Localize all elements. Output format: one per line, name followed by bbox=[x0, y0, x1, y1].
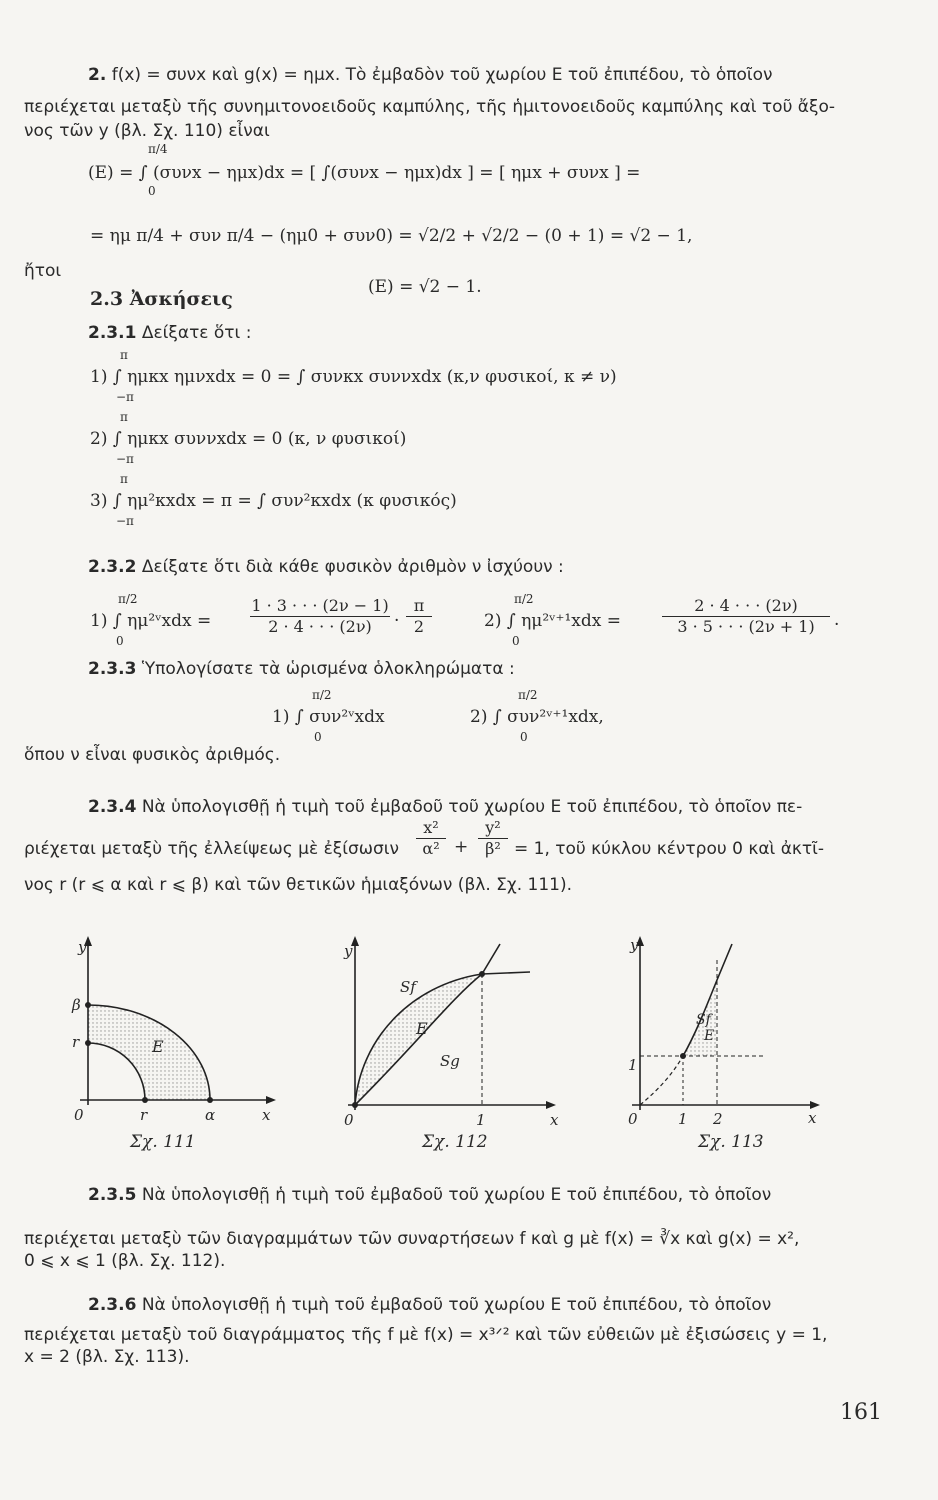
fig111-point-beta bbox=[85, 1002, 91, 1008]
fig112-label-o: 0 bbox=[344, 1111, 354, 1129]
ex232-f1-pi-num: π bbox=[413, 596, 425, 615]
ex232-f1-dot: · bbox=[394, 611, 400, 631]
ex231-lim-up-3: π bbox=[120, 472, 128, 486]
fig111-x-arrow bbox=[266, 1096, 276, 1104]
ex231-item1: 1) ∫ ημκx ημνxdx = 0 = ∫ συνκx συννxdx (κ,ν φυσικοί, κ ≠ ν) bbox=[90, 367, 617, 387]
ex233-i1: 1) ∫ συν²ᵛxdx bbox=[272, 707, 385, 727]
fig113-label-y: y bbox=[630, 936, 639, 954]
ex233-number: 2.3.3 bbox=[88, 659, 137, 679]
ex233-where: ὅπου ν εἶναι φυσικὸς ἀριθμός. bbox=[24, 745, 281, 765]
ex234-plus: + bbox=[454, 837, 469, 857]
ex231-header bbox=[88, 322, 251, 344]
ex235-line3: 0 ⩽ x ⩽ 1 (βλ. Σχ. 112). bbox=[24, 1251, 226, 1271]
ex231-lim-low-3: −π bbox=[116, 514, 134, 528]
ex235-line2: περιέχεται μεταξὺ τῶν διαγραμμάτων τῶν συναρτήσεων f καὶ g μὲ f(x) = ∛x καὶ g(x) = x², bbox=[24, 1229, 800, 1249]
ex236-line2: περιέχεται μεταξὺ τοῦ διαγράμματος τῆς f μὲ f(x) = x³ᐟ² καὶ τῶν εὐθειῶν μὲ ἐξισώσεις y = 1, bbox=[24, 1325, 828, 1345]
ex233-i2: 2) ∫ συν²ᵛ⁺¹xdx, bbox=[470, 707, 604, 727]
ex234-a2: α² bbox=[416, 838, 446, 859]
calc-upper-limit: π/4 bbox=[148, 142, 168, 156]
fig111-point-r bbox=[85, 1040, 91, 1046]
calc-result: (E) = √2 − 1. bbox=[368, 277, 482, 297]
ex234-line2b: = 1, τοῦ κύκλου κέντρου 0 καὶ ἀκτῖ- bbox=[514, 839, 825, 859]
fig113-label-two-x: 2 bbox=[713, 1110, 723, 1128]
ex231-item3: 3) ∫ ημ²κxdx = π = ∫ συν²κxdx (κ φυσικός) bbox=[90, 491, 457, 511]
ex232-f2-fraction bbox=[662, 596, 830, 637]
ex234-x2: x² bbox=[423, 818, 439, 837]
fig112-label-sg: Sg bbox=[440, 1052, 460, 1070]
fig112-point-intersection bbox=[479, 971, 485, 977]
calc-eq1: (E) = ∫ (συνx − ημx)dx = [ ∫(συνx − ημx)dx ] = [ ημx + συνx ] = bbox=[88, 163, 641, 183]
fig112-label-e: E bbox=[416, 1019, 428, 1038]
ex231-lim-up-2: π bbox=[120, 410, 128, 424]
fig113-label-sf: Sf bbox=[696, 1012, 711, 1028]
ex234-x-fraction bbox=[416, 818, 446, 859]
calc-etoi: ἤτοι bbox=[24, 261, 62, 281]
ex231-lim-low-2: −π bbox=[116, 452, 134, 466]
ex232-f2-den: 3 · 5 · · · (2ν + 1) bbox=[662, 616, 830, 637]
figure-112 bbox=[330, 930, 570, 1130]
fig112-point-origin bbox=[352, 1102, 358, 1108]
fig111-label-o: 0 bbox=[74, 1106, 84, 1124]
ex232-f2-dot: · bbox=[834, 615, 840, 635]
ex234-line1: Νὰ ὑπολογισθῇ ἡ τιμὴ τοῦ ἐμβαδοῦ τοῦ χωρίου E τοῦ ἐπιπέδου, τὸ ὁποῖον πε- bbox=[141, 797, 803, 817]
ex232-header bbox=[88, 556, 564, 578]
ex233-lim-low-2: 0 bbox=[520, 730, 528, 744]
fig113-label-one-x: 1 bbox=[678, 1110, 688, 1128]
fig112-label-one: 1 bbox=[476, 1111, 486, 1129]
fig111-point-r-axis bbox=[142, 1097, 148, 1103]
ex231-lim-up-1: π bbox=[120, 348, 128, 362]
item2-line2: περιέχεται μεταξὺ τῆς συνημιτονοειδοῦς καμπύλης, τῆς ἡμιτονοειδοῦς καμπύλης καὶ τοῦ ἄξο- bbox=[24, 97, 836, 117]
fig113-curve-dashed bbox=[640, 1056, 683, 1105]
ex232-f1-left: 1) ∫ ημ²ᵛxdx = bbox=[90, 611, 212, 631]
ex232-lim-low-2: 0 bbox=[512, 634, 520, 648]
ex232-f2-left: 2) ∫ ημ²ᵛ⁺¹xdx = bbox=[484, 611, 621, 631]
ex235-number: 2.3.5 bbox=[88, 1185, 137, 1205]
fig111-region bbox=[88, 1005, 210, 1100]
ex234-line1-row bbox=[88, 796, 802, 818]
ex235-line1: Νὰ ὑπολογισθῇ ἡ τιμὴ τοῦ ἐμβαδοῦ τοῦ χωρίου E τοῦ ἐπιπέδου, τὸ ὁποῖον bbox=[141, 1185, 772, 1205]
ex236-number: 2.3.6 bbox=[88, 1295, 137, 1315]
ex234-y2: y² bbox=[485, 818, 501, 837]
ex232-pi-fraction bbox=[406, 596, 432, 637]
fig111-label-r-axis: r bbox=[140, 1106, 148, 1124]
ex231-item2: 2) ∫ ημκx συννxdx = 0 (κ, ν φυσικοί) bbox=[90, 429, 407, 449]
section-title: Ἀσκήσεις bbox=[129, 288, 233, 310]
fig113-label-e: E bbox=[704, 1028, 715, 1044]
ex232-number: 2.3.2 bbox=[88, 557, 137, 577]
figure-113 bbox=[610, 930, 840, 1130]
fig112-caption: Σχ. 112 bbox=[422, 1132, 488, 1152]
ex236-line1-row bbox=[88, 1294, 771, 1316]
fig113-label-o: 0 bbox=[628, 1110, 638, 1128]
ex233-header bbox=[88, 658, 515, 680]
figure-111 bbox=[60, 930, 290, 1130]
ex233-lim-low-1: 0 bbox=[314, 730, 322, 744]
fig111-point-a bbox=[207, 1097, 213, 1103]
ex233-lim-up-1: π/2 bbox=[312, 688, 332, 702]
fig113-label-one-y: 1 bbox=[628, 1056, 638, 1074]
ex232-lim-low-1: 0 bbox=[116, 634, 124, 648]
ex234-number: 2.3.4 bbox=[88, 797, 137, 817]
item2-text1: f(x) = συνx καὶ g(x) = ημx. Τὸ ἐμβαδὸν τοῦ χωρίου E τοῦ ἐπιπέδου, τὸ ὁποῖον bbox=[111, 65, 773, 85]
fig111-label-y: y bbox=[78, 938, 87, 956]
ex232-f1-pi-den: 2 bbox=[406, 616, 432, 637]
fig112-label-sf: Sf bbox=[400, 978, 416, 996]
fig113-label-x: x bbox=[808, 1109, 817, 1127]
fig113-x-arrow bbox=[810, 1101, 820, 1109]
ex231-number: 2.3.1 bbox=[88, 323, 137, 343]
fig113-caption: Σχ. 113 bbox=[698, 1132, 764, 1152]
ex236-line3: x = 2 (βλ. Σχ. 113). bbox=[24, 1347, 190, 1367]
fig111-label-a: α bbox=[205, 1106, 216, 1124]
ex232-lim-up-1: π/2 bbox=[118, 592, 138, 606]
ex236-line1: Νὰ ὑπολογισθῇ ἡ τιμὴ τοῦ ἐμβαδοῦ τοῦ χωρίου E τοῦ ἐπιπέδου, τὸ ὁποῖον bbox=[141, 1295, 772, 1315]
section-heading bbox=[90, 288, 233, 310]
ex232-f2-num: 2 · 4 · · · (2ν) bbox=[694, 596, 798, 615]
fig111-label-beta: β bbox=[72, 996, 81, 1014]
ex234-line3: νος r (r ⩽ α καὶ r ⩽ β) καὶ τῶν θετικῶν ἡμιαξόνων (βλ. Σχ. 111). bbox=[24, 875, 573, 895]
calc-lower-limit: 0 bbox=[148, 184, 156, 198]
ex232-f1-num: 1 · 3 · · · (2ν − 1) bbox=[251, 596, 389, 615]
ex231-intro: Δείξατε ὅτι : bbox=[141, 323, 252, 343]
fig111-caption: Σχ. 111 bbox=[130, 1132, 196, 1152]
ex232-lim-up-2: π/2 bbox=[514, 592, 534, 606]
ex232-f1-fraction bbox=[250, 596, 390, 637]
fig112-label-y: y bbox=[344, 942, 353, 960]
section-number: 2.3 bbox=[90, 288, 124, 310]
calc-eq2: = ημ π/4 + συν π/4 − (ημ0 + συν0) = √2/2 + √2/2 − (0 + 1) = √2 − 1, bbox=[90, 226, 693, 246]
ex232-f1-den: 2 · 4 · · · (2ν) bbox=[250, 616, 390, 637]
item2-line1 bbox=[88, 64, 773, 86]
ex235-line1-row bbox=[88, 1184, 771, 1206]
fig111-label-e: E bbox=[152, 1037, 164, 1056]
item2-line3: νος τῶν y (βλ. Σχ. 110) εἶναι bbox=[24, 121, 270, 141]
fig112-label-x: x bbox=[550, 1111, 559, 1129]
ex234-line2a: ριέχεται μεταξὺ τῆς ἐλλείψεως μὲ ἐξίσωσιν bbox=[24, 839, 400, 859]
ex234-b2: β² bbox=[478, 838, 508, 859]
fig113-point-1-1 bbox=[680, 1053, 686, 1059]
ex234-y-fraction bbox=[478, 818, 508, 859]
ex233-text: Ὑπολογίσατε τὰ ὡρισμένα ὁλοκληρώματα : bbox=[141, 659, 515, 679]
item2-number: 2. bbox=[88, 65, 107, 85]
fig111-label-r: r bbox=[72, 1033, 80, 1051]
page-number: 161 bbox=[840, 1400, 882, 1425]
fig112-x-arrow bbox=[546, 1101, 556, 1109]
ex231-lim-low-1: −π bbox=[116, 390, 134, 404]
ex232-text: Δείξατε ὅτι διὰ κάθε φυσικὸν ἀριθμὸν ν ἰσχύουν : bbox=[141, 557, 564, 577]
ex233-lim-up-2: π/2 bbox=[518, 688, 538, 702]
fig111-label-x: x bbox=[262, 1106, 271, 1124]
